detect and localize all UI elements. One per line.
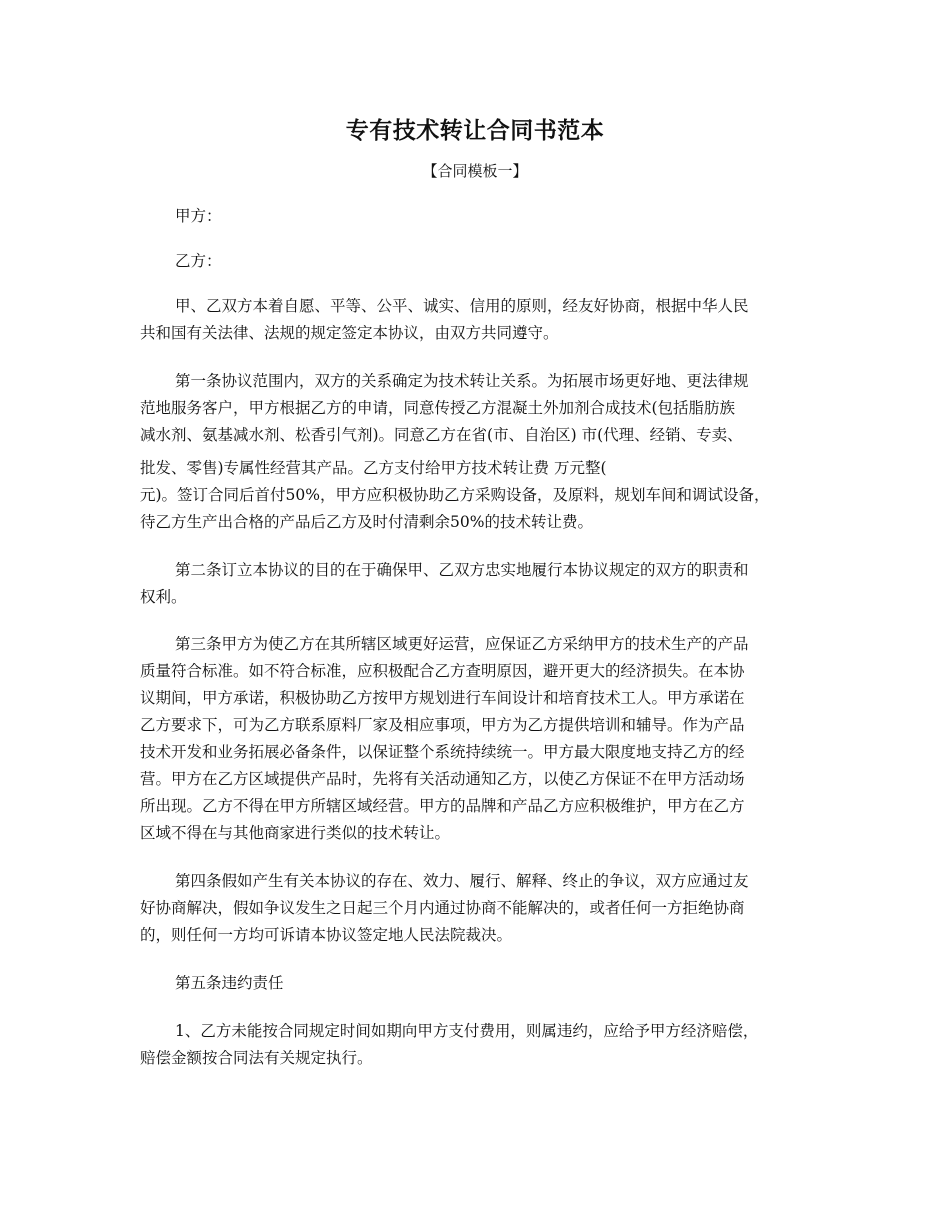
paragraph-line: 所出现。乙方不得在甲方所辖区域经营。甲方的品牌和产品乙方应积极维护，甲方在乙方 — [140, 797, 745, 815]
section-heading: 第五条违约责任 — [175, 974, 284, 992]
party-a-label: 甲方： — [175, 207, 222, 225]
paragraph-line: 好协商解决，假如争议发生之日起三个月内通过协商不能解决的，或者任何一方拒绝协商 — [140, 899, 745, 917]
paragraph-line: 赔偿金额按合同法有关规定执行。 — [140, 1049, 373, 1067]
paragraph-line: 乙方要求下，可为乙方联系原料厂家及相应事项，甲方为乙方提供培训和辅导。作为产品 — [140, 716, 745, 734]
paragraph-line: 甲、乙双方本着自愿、平等、公平、诚实、信用的原则，经友好协商，根据中华人民 — [175, 297, 749, 315]
paragraph-line: 区域不得在与其他商家进行类似的技术转让。 — [140, 824, 451, 842]
paragraph-line: 第二条订立本协议的目的在于确保甲、乙双方忠实地履行本协议规定的双方的职责和 — [175, 561, 749, 579]
paragraph-line: 第一条协议范围内，双方的关系确定为技术转让关系。为拓展市场更好地、更法律规 — [175, 372, 749, 390]
paragraph-line: 第四条假如产生有关本协议的存在、效力、履行、解释、终止的争议，双方应通过友 — [175, 872, 749, 890]
paragraph-line: 减水剂、氨基减水剂、松香引气剂)。同意乙方在省(市、自治区) 市(代理、经销、专卖、 — [140, 426, 743, 444]
paragraph-line: 批发、零售)专属性经营其产品。乙方支付给甲方技术转让费 万元整( — [140, 459, 607, 477]
paragraph-line: 议期间，甲方承诺，积极协助乙方按甲方规划进行车间设计和培育技术工人。甲方承诺在 — [140, 689, 745, 707]
paragraph-line: 技术开发和业务拓展必备条件，以保证整个系统持续统一。甲方最大限度地支持乙方的经 — [140, 743, 745, 761]
document-subtitle: 【合同模板一】 — [422, 162, 528, 180]
paragraph-line: 待乙方生产出合格的产品后乙方及时付清剩余50%的技术转让费。 — [140, 513, 593, 531]
paragraph-line: 1、乙方未能按合同规定时间如期向甲方支付费用，则属违约，应给予甲方经济赔偿， — [175, 1022, 759, 1040]
paragraph-line: 的，则任何一方均可诉请本协议签定地人民法院裁决。 — [140, 926, 513, 944]
paragraph-line: 营。甲方在乙方区域提供产品时，先将有关活动通知乙方，以使乙方保证不在甲方活动场 — [140, 770, 745, 788]
paragraph-line: 第三条甲方为使乙方在其所辖区域更好运营，应保证乙方采纳甲方的技术生产的产品 — [175, 635, 749, 653]
paragraph-line: 范地服务客户，甲方根据乙方的申请，同意传授乙方混凝土外加剂合成技术(包括脂肪族 — [140, 399, 736, 417]
paragraph-line: 权利。 — [140, 588, 187, 606]
document-title: 专有技术转让合同书范本 — [345, 117, 605, 144]
paragraph-line: 元)。签订合同后首付50%，甲方应积极协助乙方采购设备，及原料，规划车间和调试设备， — [140, 486, 770, 504]
paragraph-line: 共和国有关法律、法规的规定签定本协议，由双方共同遵守。 — [140, 324, 559, 342]
party-b-label: 乙方： — [175, 252, 222, 270]
paragraph-line: 质量符合标准。如不符合标准，应积极配合乙方查明原因，避开更大的经济损失。在本协 — [140, 662, 745, 680]
